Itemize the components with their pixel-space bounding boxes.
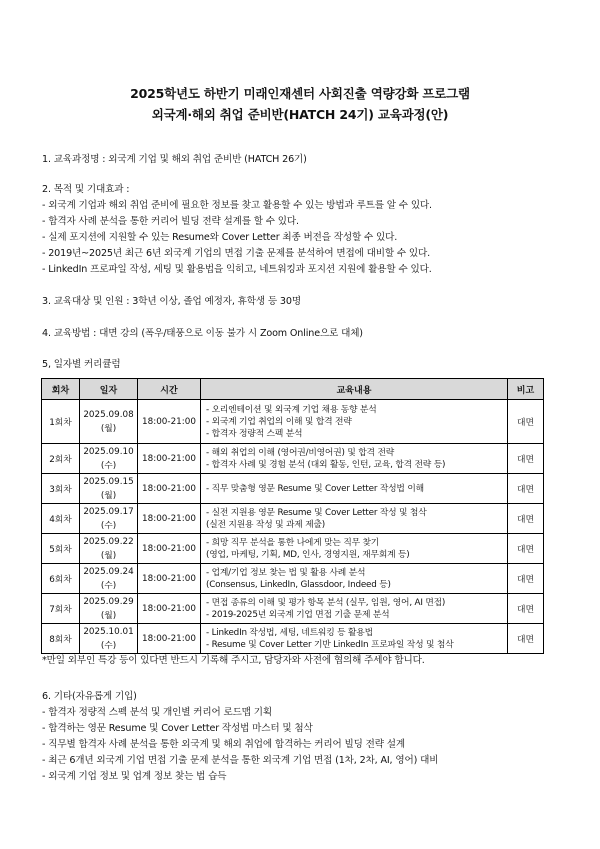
cell-time: 18:00-21:00 bbox=[138, 444, 201, 474]
content-line: - LinkedIn 작성법, 세팅, 네트워킹 등 활용법 bbox=[206, 627, 373, 638]
table-row bbox=[42, 474, 544, 504]
cell-date bbox=[80, 400, 138, 444]
day-text: (수) bbox=[100, 460, 117, 471]
header-time: 시간 bbox=[138, 379, 201, 400]
cell-content bbox=[201, 594, 508, 624]
section-6-heading: 6. 기타(자유롭게 기입) bbox=[42, 691, 137, 702]
cell-date bbox=[80, 624, 138, 654]
section-5-heading: 5, 일자별 커리큘럼 bbox=[42, 359, 121, 370]
header-content: 교육내용 bbox=[201, 379, 508, 400]
date-text: 2025.09.22 bbox=[83, 536, 134, 547]
cell-time: 18:00-21:00 bbox=[138, 534, 201, 564]
cell-time: 18:00-21:00 bbox=[138, 564, 201, 594]
content-line: - 오리엔테이션 및 외국계 기업 채용 동향 분석 bbox=[206, 404, 377, 415]
content-line: (실전 지원용 작성 및 과제 제출) bbox=[206, 519, 326, 530]
cell-note: 대면 bbox=[508, 444, 544, 474]
cell-content bbox=[201, 564, 508, 594]
section-3-target: 3. 교육대상 및 인원 : 3학년 이상, 졸업 예정자, 휴학생 등 30명 bbox=[42, 296, 301, 307]
section-2-item: - 2019년~2025년 최근 6년 외국계 기업의 면접 기출 문제를 분석하여 면접에 대비할 수 있다. bbox=[42, 248, 431, 259]
day-text: (수) bbox=[100, 520, 117, 531]
cell-session: 8회차 bbox=[42, 624, 80, 654]
date-text: 2025.10.01 bbox=[83, 626, 134, 637]
cell-session: 7회차 bbox=[42, 594, 80, 624]
date-text: 2025.09.15 bbox=[83, 476, 134, 487]
cell-time: 18:00-21:00 bbox=[138, 474, 201, 504]
day-text: (월) bbox=[100, 423, 117, 434]
section-2-item: - 합격자 사례 분석을 통한 커리어 빌딩 전략 설계를 할 수 있다. bbox=[42, 216, 299, 227]
header-session: 회차 bbox=[42, 379, 80, 400]
section-6-item: - 합격자 정량적 스펙 분석 및 개인별 커리어 로드맵 기획 bbox=[42, 707, 272, 718]
cell-note: 대면 bbox=[508, 504, 544, 534]
table-row bbox=[42, 400, 544, 444]
cell-note: 대면 bbox=[508, 534, 544, 564]
curriculum-table bbox=[41, 378, 544, 654]
cell-content bbox=[201, 534, 508, 564]
section-2-item: - 외국계 기업과 해외 취업 준비에 필요한 정보를 찾고 활용할 수 있는 방법과 루트를 알 수 있다. bbox=[42, 200, 432, 211]
section-6-item: - 직무별 합격자 사례 분석을 통한 외국계 및 해외 취업에 합격하는 커리어 빌딩 전략 설계 bbox=[42, 739, 406, 750]
table-row bbox=[42, 594, 544, 624]
content-line: - 업계/기업 정보 찾는 법 및 활용 사례 분석 bbox=[206, 567, 366, 578]
content-line: - 희망 직무 분석을 통한 나에게 맞는 직무 찾기 bbox=[206, 537, 380, 548]
cell-session: 1회차 bbox=[42, 400, 80, 444]
section-4-method: 4. 교육방법 : 대면 강의 (폭우/태풍으로 이동 불가 시 Zoom Online으로 대체) bbox=[42, 328, 363, 339]
cell-session: 4회차 bbox=[42, 504, 80, 534]
cell-date bbox=[80, 474, 138, 504]
content-line: - 면접 종류의 이해 및 평가 항목 분석 (실무, 임원, 영어, AI 면접) bbox=[206, 597, 446, 608]
date-text: 2025.09.24 bbox=[83, 566, 134, 577]
cell-date bbox=[80, 504, 138, 534]
section-2-heading: 2. 목적 및 기대효과 : bbox=[42, 184, 130, 195]
cell-time: 18:00-21:00 bbox=[138, 594, 201, 624]
cell-date bbox=[80, 444, 138, 474]
cell-session: 2회차 bbox=[42, 444, 80, 474]
cell-session: 3회차 bbox=[42, 474, 80, 504]
title-line-2: 외국계·해외 취업 준비반(HATCH 24기) 교육과정(안) bbox=[151, 107, 449, 122]
day-text: (월) bbox=[100, 550, 117, 561]
cell-date bbox=[80, 594, 138, 624]
content-line: - 실전 지원용 영문 Resume 및 Cover Letter 작성 및 첨삭 bbox=[206, 507, 427, 518]
cell-content bbox=[201, 444, 508, 474]
section-2-item: - 실제 포지션에 지원할 수 있는 Resume와 Cover Letter 최종 버전을 작성할 수 있다. bbox=[42, 232, 398, 243]
content-line: - 합격자 정량적 스펙 분석 bbox=[206, 428, 303, 439]
cell-note: 대면 bbox=[508, 564, 544, 594]
cell-content bbox=[201, 624, 508, 654]
table-row bbox=[42, 564, 544, 594]
cell-date bbox=[80, 534, 138, 564]
cell-content bbox=[201, 504, 508, 534]
cell-time: 18:00-21:00 bbox=[138, 624, 201, 654]
content-line: - 해외 취업의 이해 (영어권/비영어권) 및 합격 전략 bbox=[206, 447, 395, 458]
content-line: (Consensus, LinkedIn, Glassdoor, Indeed 등) bbox=[206, 579, 391, 590]
section-2-item: - LinkedIn 프로파일 작성, 세팅 및 활용법을 익히고, 네트워킹과 포지션 지원에 활용할 수 있다. bbox=[42, 264, 432, 275]
header-note: 비고 bbox=[508, 379, 544, 400]
day-text: (월) bbox=[100, 490, 117, 501]
table-row bbox=[42, 534, 544, 564]
table-header-row bbox=[42, 379, 544, 400]
content-line: - Resume 및 Cover Letter 기반 LinkedIn 프로파일 작성 및 첨삭 bbox=[206, 639, 454, 650]
date-text: 2025.09.29 bbox=[83, 596, 134, 607]
day-text: (수) bbox=[100, 640, 117, 651]
cell-content bbox=[201, 400, 508, 444]
cell-content bbox=[201, 474, 508, 504]
cell-note: 대면 bbox=[508, 624, 544, 654]
content-line: (영업, 마케팅, 기획, MD, 인사, 경영지원, 재무회계 등) bbox=[206, 549, 410, 560]
date-text: 2025.09.10 bbox=[83, 446, 134, 457]
content-line: - 합격자 사례 및 경험 분석 (대외 활동, 인턴, 교육, 합격 전략 등) bbox=[206, 459, 446, 470]
section-1-course-name: 1. 교육과정명 : 외국계 기업 및 해외 취업 준비반 (HATCH 26기) bbox=[42, 154, 307, 165]
cell-note: 대면 bbox=[508, 594, 544, 624]
cell-note: 대면 bbox=[508, 400, 544, 444]
header-date: 일자 bbox=[80, 379, 138, 400]
table-row bbox=[42, 624, 544, 654]
cell-date bbox=[80, 564, 138, 594]
table-row bbox=[42, 504, 544, 534]
table-footnote: *만일 외부인 특강 등이 있다면 반드시 기록해 주시고, 담당자와 사전에 협의해 주세야 합니다. bbox=[42, 655, 425, 666]
content-line: - 외국계 기업 취업의 이해 및 합격 전략 bbox=[206, 416, 352, 427]
table-row bbox=[42, 444, 544, 474]
day-text: (월) bbox=[100, 610, 117, 621]
day-text: (수) bbox=[100, 580, 117, 591]
cell-session: 6회차 bbox=[42, 564, 80, 594]
content-line: - 2019-2025년 외국계 기업 면접 기출 문제 분석 bbox=[206, 609, 390, 620]
section-6-item: - 합격하는 영문 Resume 및 Cover Letter 작성법 마스터 및 첨삭 bbox=[42, 723, 313, 734]
date-text: 2025.09.17 bbox=[83, 506, 134, 517]
date-text: 2025.09.08 bbox=[83, 409, 134, 420]
section-6-item: - 외국계 기업 정보 및 업계 정보 찾는 법 습득 bbox=[42, 771, 227, 782]
content-line: - 직무 맞춤형 영문 Resume 및 Cover Letter 작성법 이해 bbox=[206, 483, 424, 494]
section-6-item: - 최근 6개년 외국계 기업 면접 기출 문제 분석을 통한 외국계 기업 면접 (1차, 2차, AI, 영어) 대비 bbox=[42, 755, 439, 766]
cell-time: 18:00-21:00 bbox=[138, 400, 201, 444]
cell-time: 18:00-21:00 bbox=[138, 504, 201, 534]
cell-note: 대면 bbox=[508, 474, 544, 504]
cell-session: 5회차 bbox=[42, 534, 80, 564]
title-line-1: 2025학년도 하반기 미래인재센터 사회진출 역량강화 프로그램 bbox=[130, 86, 470, 101]
